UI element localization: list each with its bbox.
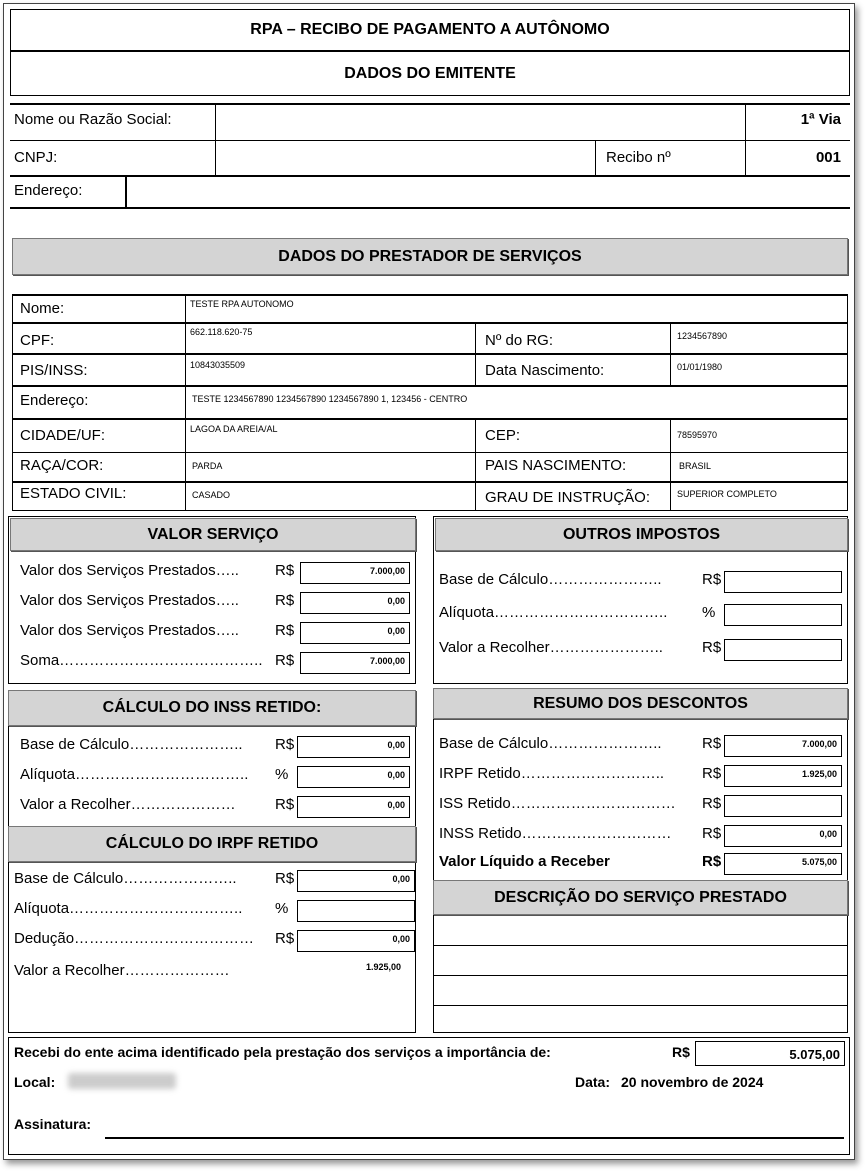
divider [185,294,186,511]
resumo-row-label: IRPF Retido……………………….. [439,765,665,782]
outros-row-value[interactable] [724,571,842,593]
irpf-row-value[interactable] [297,900,415,922]
inss-row-value[interactable]: 0,00 [297,766,410,788]
inss-row-unit: % [275,766,289,783]
irpf-row-label: Alíquota…………………………….. [14,900,243,917]
cep-label: CEP: [485,427,521,444]
local-label: Local: [14,1074,56,1090]
divider [125,175,127,208]
resumo-row-unit: R$ [702,795,722,812]
valor_servico-row-label: Valor dos Serviços Prestados….. [20,592,239,609]
divider [670,418,671,511]
divider [12,385,848,387]
resumo-row-value[interactable]: 1.925,00 [724,765,842,787]
rg-value: 1234567890 [677,331,728,341]
prestador-nome: TESTE RPA AUTONOMO [190,299,294,309]
outros-row-unit: R$ [702,639,722,656]
divider [475,418,476,511]
divider [10,140,850,141]
divider [12,418,848,420]
resumo-row-value[interactable]: 0,00 [724,825,842,847]
outros-row-label: Valor a Recolher………………….. [439,639,663,656]
inss-row-label: Base de Cálculo………………….. [20,736,243,753]
divider [475,322,476,385]
prestador-nome-label: Nome: [20,300,65,317]
valor_servico-row-value[interactable]: 0,00 [300,592,410,614]
prestador-header: DADOS DO PRESTADOR DE SERVIÇOS [12,238,848,275]
local-value-redacted [68,1073,176,1089]
irpf-recolher-value: 1.925,00 [366,962,402,972]
valor_servico-row-label: Valor dos Serviços Prestados….. [20,622,239,639]
irpf-row-label: Dedução……………………………… [14,930,255,947]
valor_servico-row-unit: R$ [275,652,295,669]
outros-row-label: Base de Cálculo………………….. [439,571,662,588]
irpf-row-unit: % [275,900,289,917]
descricao-line[interactable] [433,975,848,976]
descricao-header: DESCRIÇÃO DO SERVIÇO PRESTADO [433,880,848,915]
resumo-row-label: INSS Retido………………………… [439,825,672,842]
recebi-text: Recebi do ente acima identificado pela prestação dos serviços a importância de: [14,1044,551,1060]
outros-row-value[interactable] [724,639,842,661]
inss-row-label: Valor a Recolher………………… [20,796,236,813]
cep-value: 78595970 [677,430,718,440]
rodape-valor: 5.075,00 [695,1041,845,1066]
irpf-row-value[interactable]: 0,00 [297,930,415,952]
recibo-number: 001 [815,149,841,166]
outros-row-unit: R$ [702,571,722,588]
resumo-row-label: Base de Cálculo………………….. [439,735,662,752]
valor_servico-row-unit: R$ [275,622,295,639]
descricao-line[interactable] [433,945,848,946]
outros-impostos-header: OUTROS IMPOSTOS [435,518,848,551]
descricao-line[interactable] [433,1005,848,1006]
assinatura-label: Assinatura: [14,1116,92,1132]
rg-label: Nº do RG: [485,332,553,349]
resumo-row-unit: R$ [702,825,722,842]
irpf-row-label: Base de Cálculo………………….. [14,870,237,887]
divider [670,322,671,385]
valor_servico-row-label: Soma………………………………….. [20,652,263,669]
via-label: 1ª Via [800,111,841,128]
divider [745,103,746,175]
assinatura-line[interactable] [105,1137,844,1139]
grau-value: SUPERIOR COMPLETO [677,489,777,499]
resumo-row-value[interactable] [724,795,842,817]
emitente-header: DADOS DO EMITENTE [10,51,850,96]
divider [12,322,848,324]
rodape-currency: R$ [672,1044,690,1060]
divider [10,175,850,177]
nascimento-label: Data Nascimento: [485,362,605,379]
divider [12,452,848,453]
cidade-label: CIDADE/UF: [20,427,106,444]
divider [215,103,216,175]
outros-row-label: Alíquota…………………………….. [439,604,668,621]
resumo-row-value[interactable]: 7.000,00 [724,735,842,757]
irpf-row-unit: R$ [275,870,295,887]
pais-label: PAIS NASCIMENTO: [485,457,627,474]
cpf-label: CPF: [20,332,55,349]
emitente-endereco-label: Endereço: [14,182,83,199]
raca-label: RAÇA/COR: [20,457,104,474]
cpf-value: 662.118.620-75 [190,327,253,337]
raca-value: PARDA [192,461,223,471]
estado-civil-value: CASADO [192,490,231,500]
resumo-row-unit: R$ [702,765,722,782]
outros-row-value[interactable] [724,604,842,626]
resumo-header: RESUMO DOS DESCONTOS [433,688,848,719]
resumo-row-label: ISS Retido…………………………… [439,795,676,812]
inss-row-unit: R$ [275,736,295,753]
valor_servico-row-value[interactable]: 7.000,00 [300,562,410,584]
resumo-row-value[interactable]: 5.075,00 [724,853,842,875]
irpf-recolher-label: Valor a Recolher………………… [14,962,230,979]
estado-civil-label: ESTADO CIVIL: [20,485,127,502]
pis-value: 10843035509 [190,360,246,370]
prestador-endereco-label: Endereço: [20,392,89,409]
irpf-row-value[interactable]: 0,00 [297,870,415,892]
data-label: Data: [575,1074,611,1090]
grau-label: GRAU DE INSTRUÇÃO: [485,489,651,506]
irpf-row-unit: R$ [275,930,295,947]
divider [12,353,848,355]
valor_servico-row-unit: R$ [275,592,295,609]
nascimento-value: 01/01/1980 [677,362,723,372]
resumo-row-label: Valor Líquido a Receber [439,853,610,870]
resumo-row-unit: R$ [702,853,722,870]
valor-servico-header: VALOR SERVIÇO [10,518,416,551]
pis-label: PIS/INSS: [20,362,88,379]
inss-row-value[interactable]: 0,00 [297,796,410,818]
pais-value: BRASIL [679,461,712,471]
nome-razao-label: Nome ou Razão Social: [14,111,172,128]
cnpj-label: CNPJ: [14,149,58,166]
recibo-label: Recibo nº [606,149,671,166]
valor_servico-row-unit: R$ [275,562,295,579]
valor_servico-row-value[interactable]: 7.000,00 [300,652,410,674]
data-value: 20 novembro de 2024 [621,1074,764,1090]
divider [595,140,596,175]
valor_servico-row-label: Valor dos Serviços Prestados….. [20,562,239,579]
valor_servico-row-value[interactable]: 0,00 [300,622,410,644]
inss-row-label: Alíquota…………………………….. [20,766,249,783]
irpf-header: CÁLCULO DO IRPF RETIDO [8,826,416,862]
inss-row-value[interactable]: 0,00 [297,736,410,758]
prestador-endereco: TESTE 1234567890 1234567890 1234567890 1, 123456 - CENTRO [192,394,468,404]
document-title: RPA – RECIBO DE PAGAMENTO A AUTÔNOMO [10,9,850,51]
resumo-row-unit: R$ [702,735,722,752]
outros-row-unit: % [702,604,716,621]
inss-row-unit: R$ [275,796,295,813]
inss-header: CÁLCULO DO INSS RETIDO: [8,690,416,726]
divider [12,481,848,483]
cidade-value: LAGOA DA AREIA/AL [190,424,278,434]
